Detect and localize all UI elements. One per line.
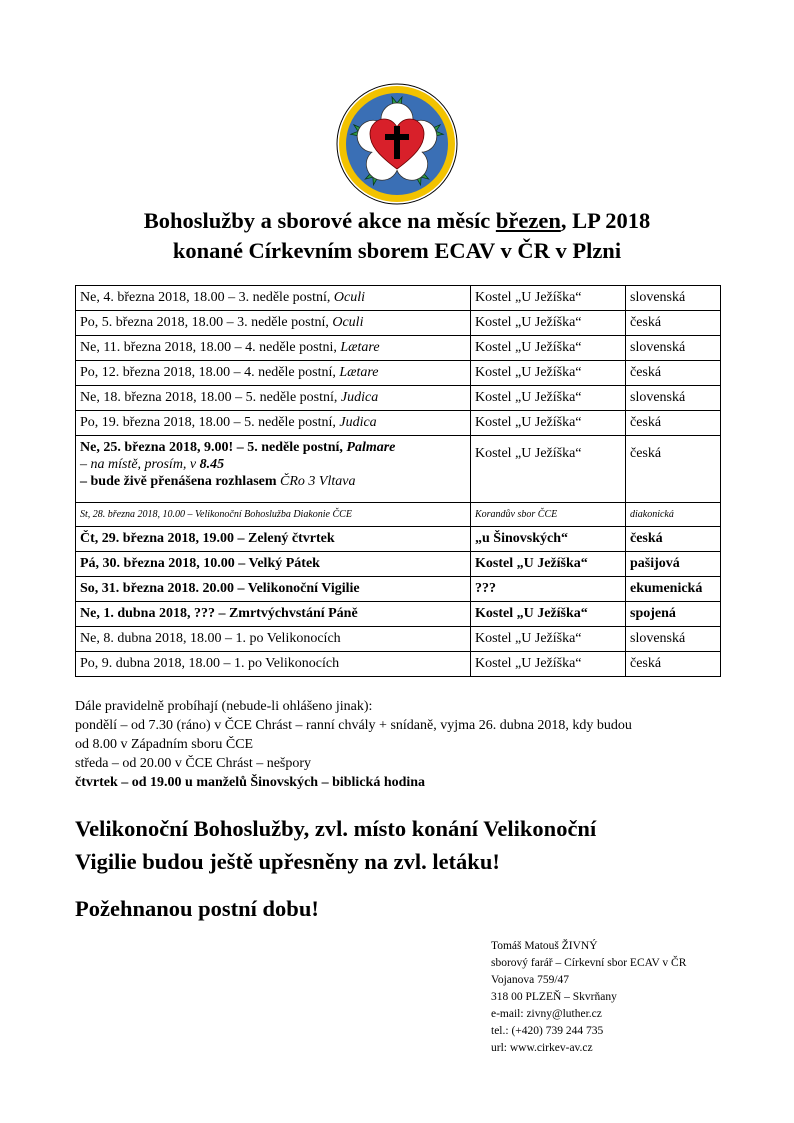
table-row: Po, 12. března 2018, 18.00 – 4. neděle postní, Lætare Kostel „U Ježíška“ česká	[76, 361, 721, 386]
table-row: Ne, 4. března 2018, 18.00 – 3. neděle postní, Oculi Kostel „U Ježíška“ slovenská	[76, 286, 721, 311]
signature-block: Tomáš Matouš ŽIVNÝ sborový farář – Církevní sbor ECAV v ČR Vojanova 759/47 318 00 PLZEŇ – Skvrňany e-mail: zivny@luther.cz tel.: (+420) 739 244 735 url: www.cirkev-av.cz	[491, 940, 687, 1054]
table-row: Pá, 30. března 2018, 10.00 – Velký Pátek Kostel „U Ježíška“ pašijová	[76, 552, 721, 577]
table-row: Čt, 29. března 2018, 19.00 – Zelený čtvrtek „u Šinovských“ česká	[76, 527, 721, 552]
table-row: So, 31. března 2018. 20.00 – Velikonoční Vigilie ??? ekumenická	[76, 577, 721, 602]
luther-rose-seal-icon	[336, 83, 458, 205]
page-title: Bohoslužby a sborové akce na měsíc březen, LP 2018 konané Církevním sborem ECAV v ČR v Plzni	[143, 208, 651, 263]
table-row: Ne, 1. dubna 2018, ??? – Zmrtvýchvstání Páně Kostel „U Ježíška“ spojená	[76, 602, 721, 627]
table-row: Ne, 25. března 2018, 9.00! – 5. neděle postní, Palmare – na místě, prosím, v 8.45 – bude živě přenášena rozhlasem ČRo 3 Vltava Kostel „U Ježíška“ česká	[76, 436, 721, 503]
table-row: Ne, 18. března 2018, 18.00 – 5. neděle postní, Judica Kostel „U Ježíška“ slovenská	[76, 386, 721, 411]
easter-announcement: Velikonoční Bohoslužby, zvl. místo konání Velikonoční Vigilie budou ještě upřesněny na zvl. letáku!	[75, 816, 597, 874]
table-row: Po, 9. dubna 2018, 18.00 – 1. po Velikonocích Kostel „U Ježíška“ česká	[76, 652, 721, 677]
table-row: Ne, 8. dubna 2018, 18.00 – 1. po Velikonocích Kostel „U Ježíška“ slovenská	[76, 627, 721, 652]
regular-events-notes: Dále pravidelně probíhají (nebude-li ohlášeno jinak): pondělí – od 7.30 (ráno) v ČCE Chrást – ranní chvály + snídaně, vyjma 26. dubna 2018, kdy budou od 8.00 v Západním sboru ČCE středa – od 20.00 v ČCE Chrást – nešpory čtvrtek – od 19.00 u manželů Šinovských – biblická hodina	[75, 699, 632, 790]
table-row: Po, 5. března 2018, 18.00 – 3. neděle postní, Oculi Kostel „U Ježíška“ česká	[76, 311, 721, 336]
table-row: Ne, 11. března 2018, 18.00 – 4. neděle postni, Lætare Kostel „U Ježíška“ slovenská	[76, 336, 721, 361]
schedule-table	[75, 285, 721, 677]
table-row: Po, 19. března 2018, 18.00 – 5. neděle postní, Judica Kostel „U Ježíška“ česká	[76, 411, 721, 436]
blessing-text: Požehnanou postní dobu!	[75, 896, 319, 921]
table-row: St, 28. března 2018, 10.00 – Velikonoční Bohoslužba Diakonie ČCE Korandův sbor ČCE diakonická	[76, 503, 721, 527]
